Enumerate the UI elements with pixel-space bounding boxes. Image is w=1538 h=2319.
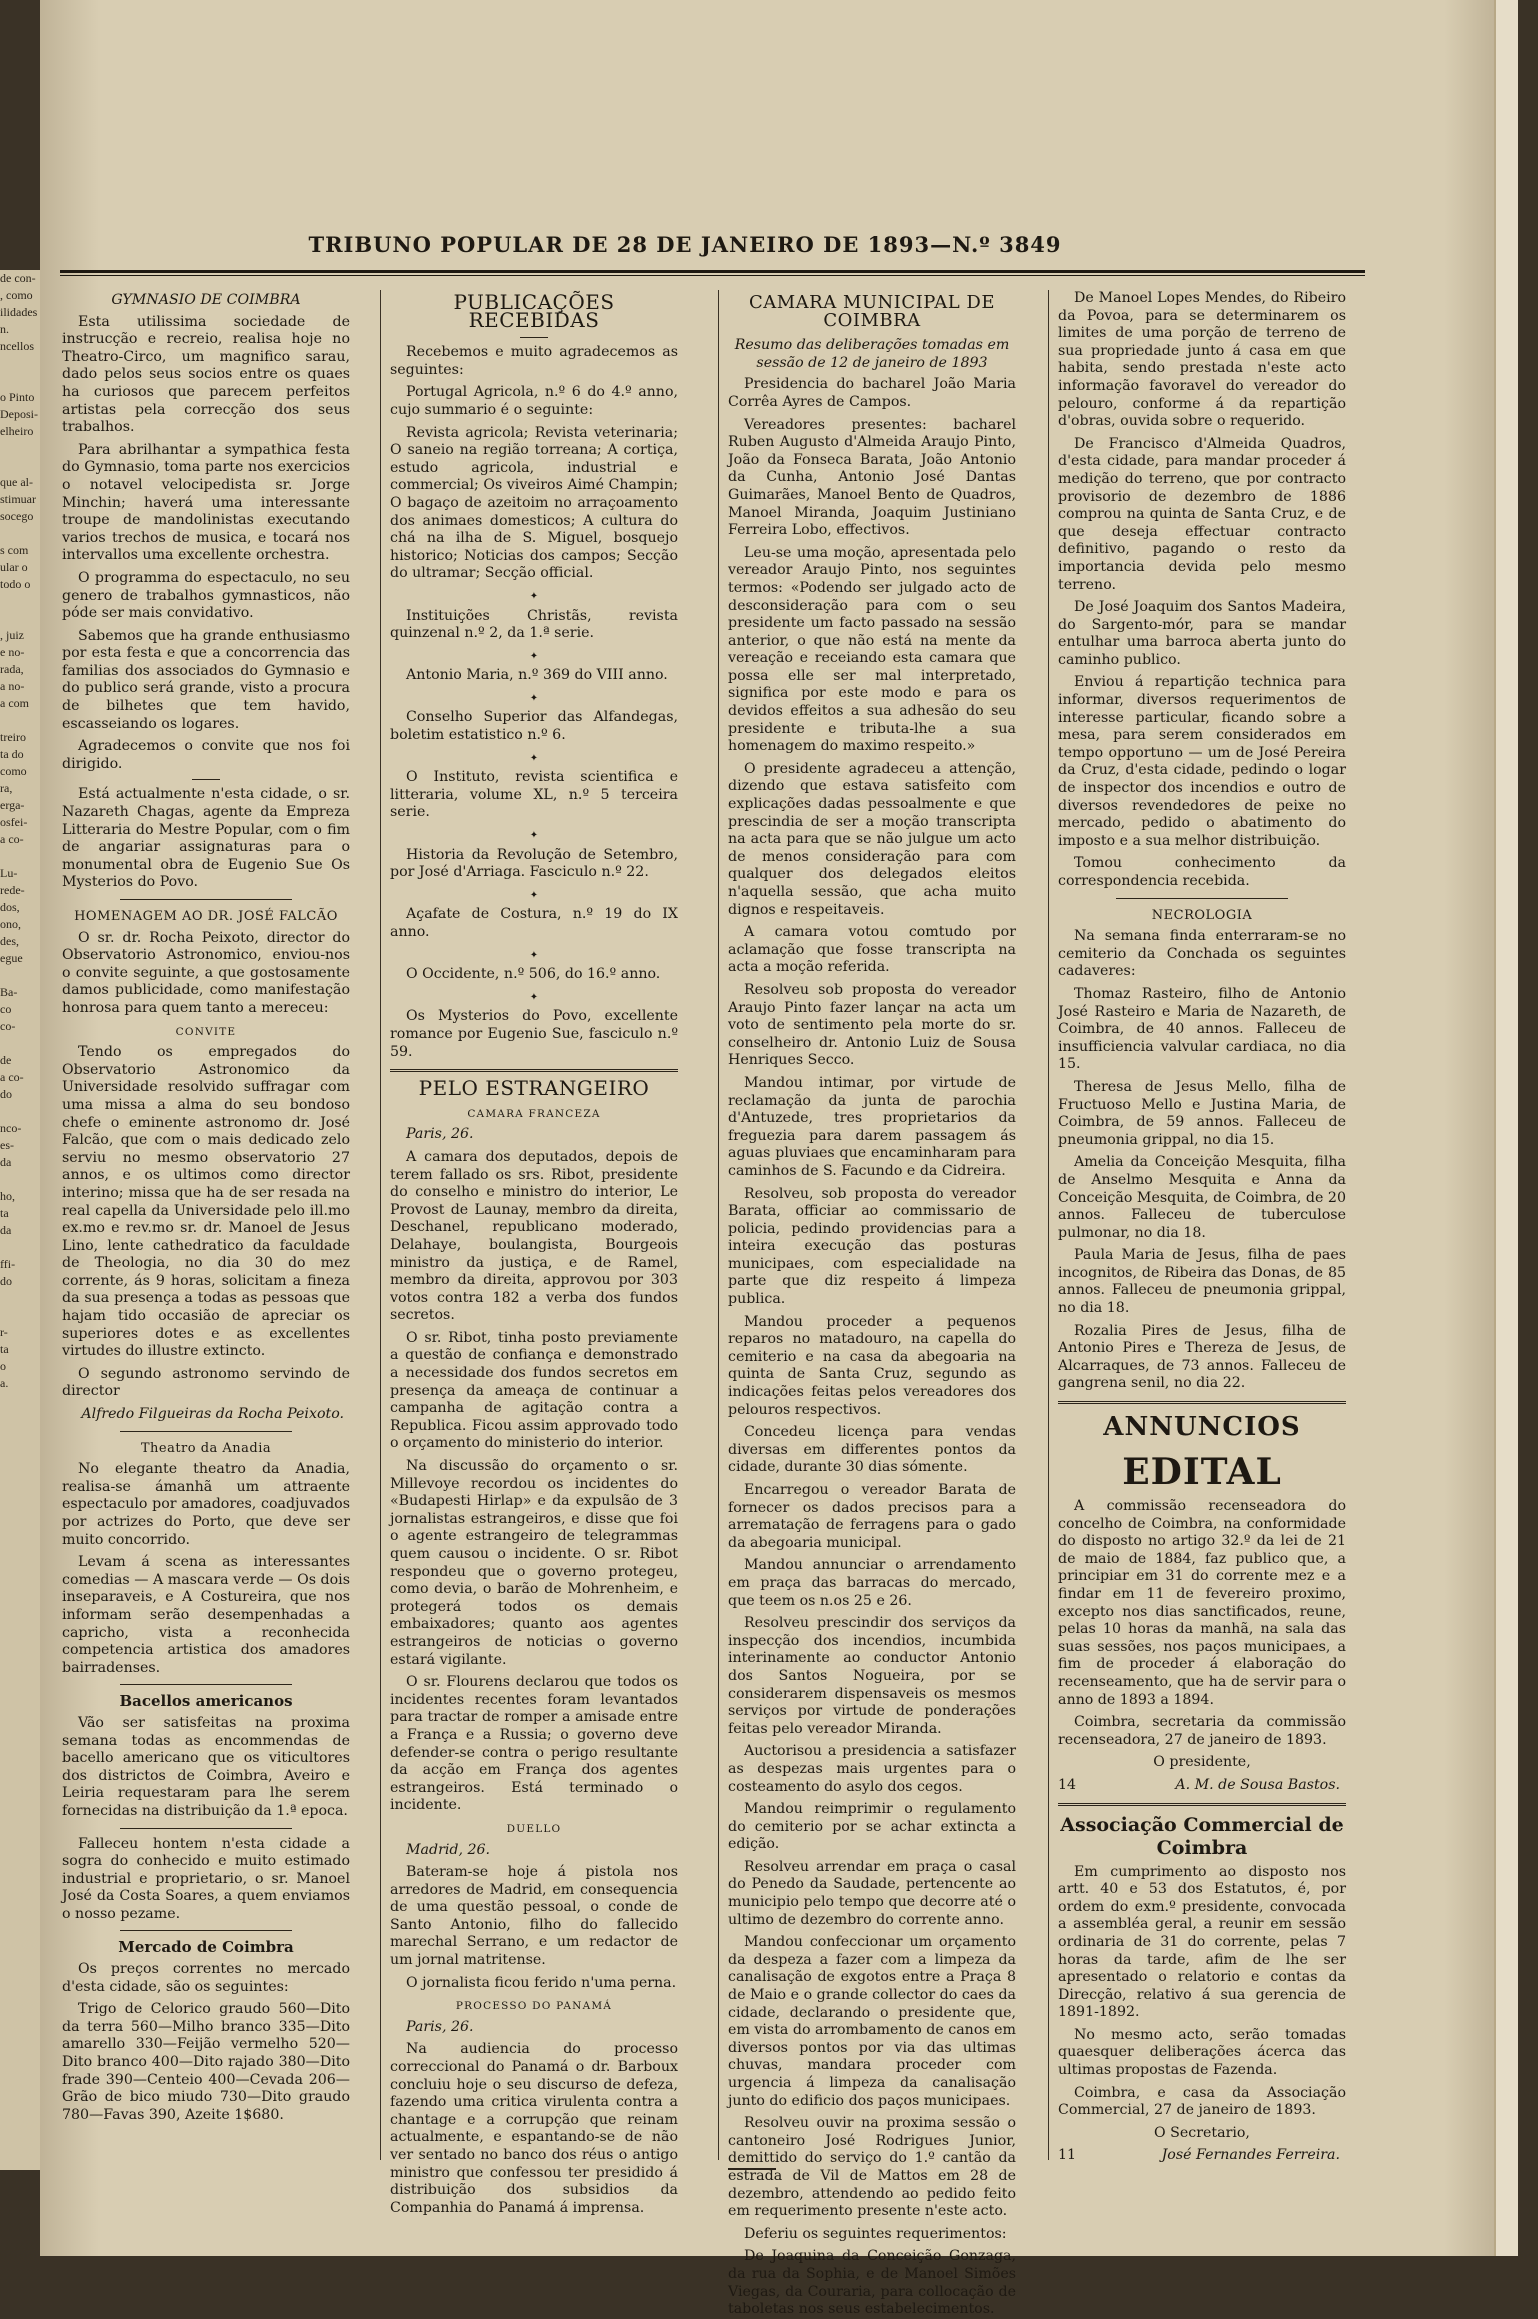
paragraph: Encarregou o vereador Barata de fornecer os dados precisos para a arrematação de ferragens para o gado da abegoaria municipal. [728, 1482, 1016, 1551]
paragraph: Sabemos que ha grande enthusiasmo por esta festa e que a concorrencia das familias dos associados do Gymnasio e do publico será grande, visto a procura de bilhetes que tem havido, escasseiando os logares. [62, 627, 350, 732]
paragraph: Vereadores presentes: bacharel Ruben Augusto d'Almeida Araujo Pinto, João da Fonseca Barata, João Antonio da Cunha, Antonio José Dantas Guimarães, Manoel Bento de Quadros, Manoel Miranda, Joaquim Justiniano Ferreira Lobo, effectivos. [728, 416, 1016, 539]
signature: A. M. de Sousa Bastos. [1175, 1776, 1340, 1793]
strip-line [0, 848, 40, 865]
strip-line: ta [0, 1206, 9, 1220]
strip-line: da [0, 1223, 12, 1237]
heading-publicacoes: PUBLICAÇÕES RECEBIDAS [453, 290, 615, 332]
strip-line [0, 1936, 40, 1953]
paragraph: Conselho Superior das Alfandegas, boletim estatistico n.º 6. [390, 709, 678, 744]
strip-line: co- [0, 1019, 16, 1033]
paragraph: O presidente, [1153, 1754, 1251, 1771]
strip-line: treiro [0, 730, 26, 744]
column-rule [380, 290, 381, 2160]
strip-line [0, 1664, 40, 1681]
strip-line [0, 1392, 40, 1409]
strip-line: ffi- [0, 1257, 16, 1271]
strip-line [0, 1715, 40, 1732]
star-ornament: ✦ [529, 590, 539, 602]
column-2 [390, 290, 678, 2216]
heading-panama: PROCESSO DO PANAMÁ [455, 2000, 613, 2013]
strip-line [0, 1596, 40, 1613]
paragraph: Resolveu, sob proposta do vereador Barata, officiar ao commissario de policia, pedindo providencias para a inteira execução das posturas municipaes, com especialidade na parte que diz respeito á limpeza publica. [728, 1185, 1016, 1308]
strip-line: elheiro [0, 424, 34, 438]
header-rule-thin [60, 275, 1365, 276]
paragraph: Resolveu ouvir na proxima sessão o cantoneiro José Rodrigues Junior, demittido do serviço do 1.º cantão da estrada de Vil de Mattos em 28 de dezembro, attendendo ao pedido feito em requerimento presente n'este acto. [728, 2115, 1016, 2220]
strip-line [0, 1545, 40, 1562]
strip-line [0, 1817, 40, 1834]
strip-line [0, 1443, 40, 1460]
strip-line [0, 1783, 40, 1800]
paragraph: No mesmo acto, serão tomadas quaesquer deliberações ácerca das ultimas propostas de Fazenda. [1058, 2026, 1346, 2079]
strip-line: s com [0, 543, 29, 557]
footer-rule [728, 2168, 776, 2170]
paragraph: Coimbra, e casa da Associação Commercial, 27 de janeiro de 1893. [1058, 2084, 1346, 2119]
heading-convite: CONVITE [175, 1025, 237, 1038]
strip-line: ta [0, 1342, 9, 1356]
paragraph: Açafate de Costura, n.º 19 do IX anno. [390, 906, 678, 940]
strip-line [0, 712, 40, 729]
strip-line: es- [0, 1138, 14, 1152]
paragraph: Vão ser satisfeitas na proxima semana todas as encommendas de bacello americano que os viticultores dos districtos de Coimbra, Aveiro e Leiria requestaram para lhe serem fornecidas na distribuição da 1.ª epoca. [62, 1714, 350, 1819]
paragraph: Leu-se uma moção, apresentada pelo vereador Araujo Pinto, nos seguintes termos: «Podendo ser julgado acto de desconsideração para com o seu presidente um facto passado na sessão anterior, o que não está na mente da vereação e receiando esta camara que possa elle ser mal interpretado, significa por este modo e para os devidos effeitos a sua adhesão do seu presidente e tributa-lhe a sua homenagem do maximo respeito.» [728, 544, 1016, 755]
column-3 [728, 290, 1017, 2318]
paragraph: O sr. Ribot, tinha posto previamente a questão de confiança e demonstrado a necessidade dos fundos secretos em presença da ameaça de continuar a campanha de agitação contra a Republica. Ficou assim approvado todo o orçamento do ministerio do interior. [390, 1329, 678, 1452]
paragraph: Mandou proceder a pequenos reparos no matadouro, na capella do cemiterio e na casa da abegoaria na quinta de Santa Cruz, segundo as indicações feitas pelos vereadores dos pelouros respectivos. [728, 1313, 1016, 1418]
paragraph: Em cumprimento ao disposto nos artt. 40 e 53 dos Estatutos, é, por ordem do exm.º presidente, convocada a assembléa geral, a reunir em sessão ordinaria de 31 do corrente, pelas 7 horas da tarde, afim de lhe ser apresentado o relatorio e contas da Direcção, relativo á sua gerencia de 1891-1892. [1058, 1863, 1346, 2021]
strip-line [0, 1851, 40, 1868]
star-ornament: ✦ [529, 830, 539, 842]
paragraph: Na audiencia do processo correccional do Panamá o dr. Barboux concluiu hoje o seu discurso de defeza, fazendo uma critica virulenta contra a chantage e a corrupção que reinam actualmente, e espantando-se de não ver sentado no banco dos réus o antigo ministro que confessou ter presidido á distribuição dos subsidios da Companhia do Panamá á imprensa. [390, 2041, 678, 2216]
strip-line [0, 1171, 40, 1188]
strip-line [0, 1409, 40, 1426]
column-rule [1048, 290, 1049, 2160]
separator [192, 779, 220, 780]
strip-line: ilidades [0, 305, 38, 319]
strip-line: a com [0, 696, 29, 710]
strip-line [0, 372, 40, 389]
paragraph: O segundo astronomo servindo de director [62, 1365, 350, 1400]
strip-line [0, 1749, 40, 1766]
paragraph: Bateram-se hoje á pistola nos arredores de Madrid, em consequencia de uma questão pessoal, o conde de Santo Antonio, filho do fallecido marechal Serrano, e um redactor de um jornal matritense. [390, 1864, 678, 1969]
strip-line: des, [0, 934, 19, 948]
separator [120, 1930, 293, 1931]
strip-line [0, 525, 40, 542]
strip-line: socego [0, 509, 34, 523]
star-ornament: ✦ [529, 889, 539, 901]
heading-camara-municipal: CAMARA MUNICIPAL DE COIMBRA [748, 292, 996, 331]
paragraph: Na discussão do orçamento o sr. Millevoye recordou os incidentes do «Budapesti Hirlap» e da expulsão de 3 jornalistas estrangeiros, e disse que foi o agente estrangeiro de telegrammas quem causou o incidente. O sr. Ribot respondeu que o governo protegeu, como devia, o barão de Mohrenheim, e protegerá todos os demais embaixadores; quanto aos agentes estrangeiros de noticias o governo estará vigilante. [390, 1458, 678, 1668]
strip-line: a co- [0, 1070, 24, 1084]
strip-line: Lu- [0, 866, 18, 880]
paragraph: Para abrilhantar a sympathica festa do Gymnasio, toma parte nos exercicios o notavel velocipedista sr. Jorge Minchin; haverá uma interessante troupe de mandolinistas executando varios trechos de musica, e tocará nos intervallos uma excellente orchestra. [62, 441, 350, 564]
strip-line [0, 1579, 40, 1596]
strip-line: de con- [0, 271, 36, 285]
paragraph: Mandou confeccionar um orçamento da despeza a fazer com a limpeza da canalisação de exgotos entre a Praça 8 de Maio e o grande collector do caes da cidade, declarando o presidente que, em vista do arrombamento de canos em diversos pontos por via das ultimas chuvas, mandara proceder com urgencia á limpeza da canalisação junto do edificio dos paços municipaes. [728, 1934, 1017, 2109]
strip-line [0, 1902, 40, 1919]
adjacent-page-strip [0, 270, 40, 2170]
strip-line [0, 1885, 40, 1902]
heading-camara-franceza: CAMARA FRANCEZA [467, 1107, 601, 1120]
paragraph: A commissão recenseadora do concelho de Coimbra, na conformidade do disposto no artigo 32.º da lei de 21 de maio de 1884, faz publico que, a principiar em 31 do corrente mez e a findar em 11 de fevereiro proximo, excepto nos dias sanctificados, reune, pelas 10 horas da manhã, na sala das suas sessões, nos paços municipaes, a fim de proceder á elaboração do recenseamento, que ha de servir para o anno de 1893 a 1894. [1058, 1498, 1346, 1708]
strip-line [0, 440, 40, 457]
strip-line: do [0, 1087, 12, 1101]
paragraph: A camara votou comtudo por aclamação que fosse transcripta na acta a moção referida. [728, 924, 1016, 976]
header-rule [60, 270, 1365, 273]
paragraph: Coimbra, secretaria da commissão recenseadora, 27 de janeiro de 1893. [1058, 1714, 1346, 1748]
paragraph: Falleceu hontem n'esta cidade a sogra do conhecido e muito estimado industrial e proprietario, o sr. Manoel José da Costa Soares, a quem enviamos o nosso pezame. [62, 1835, 350, 1922]
strip-line [0, 1477, 40, 1494]
heading-estrangeiro: PELO ESTRANGEIRO [418, 1076, 650, 1101]
page-header: TRIBUNO POPULAR DE 28 DE JANEIRO DE 1893—N.º 3849 [308, 232, 1062, 257]
strip-line [0, 1834, 40, 1851]
strip-line: a co- [0, 832, 24, 846]
double-rule [1058, 1803, 1346, 1806]
strip-line: , juiz [0, 628, 24, 642]
paragraph: Tomou conhecimento da correspondencia recebida. [1058, 855, 1346, 889]
strip-line [0, 1290, 40, 1307]
paragraph: Revista agricola; Revista veterinaria; O saneio na região torreana; A cortiça, estudo agricola, industrial e commercial; Os viveiros Aimé Champin; O bagaço de azeitoim no arraçoamento dos animaes domesticos; A cultura do chá na ilha de S. Miguel, bosquejo historico; Noticias dos campos; Secção do ultramar; Secção official. [390, 424, 678, 582]
paragraph: Rozalia Pires de Jesus, filha de Antonio Pires e Thereza de Jesus, de Alcarraques, de 73 annos. Falleceu de gangrena senil, no dia 22. [1058, 1322, 1346, 1392]
paragraph: Antonio Maria, n.º 369 do VIII anno. [406, 667, 668, 684]
strip-line [0, 1426, 40, 1443]
strip-line: n. [0, 322, 9, 336]
strip-line: o [0, 1359, 6, 1373]
strip-line [0, 1528, 40, 1545]
paragraph: Enviou á repartição technica para informar, diversos requerimentos de interesse particular, ficando sobre a mesa, para serem considerados em tempo opportuno — um de José Pereira da Cruz, d'esta cidade, pedindo o logar de inspector dos incendios e outro de diversos revendedores de peixe no mercado, pedido o abatimento do imposto e a sua melhor distribuição. [1058, 674, 1346, 849]
paragraph: Resolveu sob proposta do vereador Araujo Pinto fazer lançar na acta um voto de sentimento pela morte do sr. conselheiro dr. Antonio Luiz de Sousa Henriques Secco. [728, 981, 1016, 1069]
heading-homenagem: HOMENAGEM AO DR. JOSÉ FALCÃO [74, 909, 338, 924]
strip-line: co [0, 1002, 12, 1016]
star-ornament: ✦ [529, 991, 539, 1003]
strip-line [0, 1953, 40, 1970]
strip-line [0, 1766, 40, 1783]
strip-line [0, 1970, 40, 1987]
paragraph: O Secretario, [1154, 2124, 1250, 2141]
column-1 [62, 290, 350, 2150]
paragraph: Paula Maria de Jesus, filha de paes incognitos, de Ribeira das Donas, de 85 annos. Falleceu de pneumonia grippal, no dia 18. [1058, 1247, 1346, 1317]
strip-line [0, 1562, 40, 1579]
paragraph: De Francisco d'Almeida Quadros, d'esta cidade, para mandar proceder á medição do terreno, que por contracto provisorio de dezembro de 1886 comprou na quinta de Santa Cruz, e de que deseja effectuar contracto definitivo, pagando o resto da importancia devida pelo mesmo terreno. [1058, 435, 1346, 593]
dateline: Paris, 26. [406, 2018, 474, 2035]
heading-annuncios: ANNUNCIOS [1103, 1412, 1301, 1443]
paragraph: De José Joaquim dos Santos Madeira, do Sargento-mór, para se mandar entulhar uma barroca aberta junto do caminho publico. [1058, 599, 1346, 668]
paragraph: Recebemos e muito agradecemos as seguintes: [390, 344, 678, 378]
strip-line: nco- [0, 1121, 22, 1135]
subheading-resumo: Resumo das deliberações tomadas em sessão de 12 de janeiro de 1893 [734, 337, 1010, 371]
separator [120, 899, 293, 900]
dateline: Madrid, 26. [406, 1841, 491, 1858]
paragraph: O jornalista ficou ferido n'uma perna. [406, 1974, 677, 1991]
separator [120, 1431, 293, 1432]
strip-line: egue [0, 951, 23, 965]
strip-line [0, 1630, 40, 1647]
paragraph: Mandou reimprimir o regulamento do cemiterio por se achar extincta a edição. [728, 1801, 1016, 1853]
strip-line [0, 1307, 40, 1324]
strip-line [0, 2038, 40, 2055]
strip-line: da [0, 1155, 12, 1169]
signature-row [1058, 2147, 1340, 2165]
strip-line [0, 1103, 40, 1120]
strip-line: stimuar [0, 492, 36, 506]
paragraph: De Joaquina da Conceição Gonzaga, da rua da Sophia, e de Manoel Simões Viegas, da Couraria, para collocação de taboletas nos seus estabelecimentos. [728, 2248, 1016, 2318]
heading-duello: DUELLO [506, 1822, 562, 1835]
strip-line: ta do [0, 747, 24, 761]
strip-line: ho, [0, 1189, 15, 1203]
double-rule [1058, 1401, 1346, 1404]
strip-line: erga- [0, 798, 25, 812]
paragraph: O presidente agradeceu a attenção, dizendo que estava satisfeito com explicações dadas pessoalmente e que prescindia de ser a moção transcripta na acta para que se não julgue um acto de menos consideração para com qualquer dos delegados eleitos n'aquella sessão, que acha muito dignos e respeitaveis. [728, 760, 1016, 918]
strip-line: dos, [0, 900, 20, 914]
strip-line [0, 1800, 40, 1817]
strip-line [0, 457, 40, 474]
heading-bacellos: Bacellos americanos [119, 1692, 293, 1711]
paragraph: Thomaz Rasteiro, filho de Antonio José Rasteiro e Maria de Nazareth, de Coimbra, de 40 annos. Falleceu de insufficiencia valvular cardiaca, no dia 15. [1058, 985, 1346, 1073]
paragraph: Mandou annunciar o arrendamento em praça das barracas do mercado, que teem os n.os 25 e 26. [728, 1557, 1016, 1609]
strip-line [0, 2004, 40, 2021]
paragraph: Amelia da Conceição Mesquita, filha de Anselmo Mesquita e Anna da Conceição Mesquita, de Coimbra, de 20 annos. Falleceu de tuberculose pulmonar, no dia 18. [1058, 1154, 1346, 1241]
paragraph: Levam á scena as interessantes comedias — A mascara verde — Os dois inseparaveis, e A Costureira, que nos informam serão desempenhadas a capricho, vista a reconhecida competencia artistica dos amadores bairradenses. [62, 1554, 350, 1676]
paragraph: Instituições Christãs, revista quinzenal n.º 2, da 1.ª serie. [390, 607, 678, 642]
strip-line: ra, [0, 781, 13, 795]
paragraph: Na semana finda enterraram-se no cemiterio da Conchada os seguintes cadaveres: [1058, 928, 1346, 980]
heading-gymnasio: GYMNASIO DE COIMBRA [111, 292, 301, 308]
paragraph: Mandou intimar, por virtude de reclamação da junta de parochia d'Antuzede, tres proprietarios da freguezia para darem passagem ás aguas pluviaes que encaminharam para caminhos de S. Facundo e da Cidreira. [728, 1074, 1016, 1179]
strip-line: a no- [0, 679, 25, 693]
star-ornament: ✦ [529, 692, 539, 704]
paragraph: No elegante theatro da Anadia, realisa-se ámanhã um attraente espectaculo por amadores, coadjuvados por actrizes do Porto, que deve ser muito concorrido. [62, 1461, 350, 1548]
separator [1116, 898, 1289, 899]
strip-line [0, 610, 40, 627]
strip-line: rada, [0, 662, 24, 676]
heading-associacao: Associação Commercial de Coimbra [1060, 1813, 1344, 1859]
paragraph: Presidencia do bacharel João Maria Corrêa Ayres de Campos. [728, 376, 1016, 410]
strip-line: do [0, 1274, 12, 1288]
signature: José Fernandes Ferreira. [1161, 2147, 1340, 2164]
column-4 [1058, 290, 1346, 2164]
paragraph: Agradecemos o convite que nos foi dirigido. [62, 738, 350, 772]
strip-line [0, 1460, 40, 1477]
paragraph: Resolveu arrendar em praça o casal do Penedo da Saudade, pertencente ao municipio pelo tempo que decorre até o ultimo de dezembro do corrente anno. [728, 1858, 1016, 1928]
paragraph: O Instituto, revista scientifica e litteraria, volume XL, n.º 5 terceira serie. [390, 769, 678, 821]
strip-line: e no- [0, 645, 25, 659]
strip-line: ular o [0, 560, 28, 574]
heading-mercado: Mercado de Coimbra [118, 1938, 294, 1957]
paragraph: O Occidente, n.º 506, do 16.º anno. [406, 966, 661, 983]
paragraph: O sr. dr. Rocha Peixoto, director do Observatorio Astronomico, enviou-nos o convite seguinte, a que gostosamente damos publicidade, como manifestação honrosa para quem tanto a mereceu: [62, 929, 350, 1016]
strip-line: que al- [0, 475, 33, 489]
strip-line [0, 1732, 40, 1749]
strip-line: osfei- [0, 815, 28, 829]
strip-line [0, 1613, 40, 1630]
strip-line [0, 1494, 40, 1511]
paragraph: Historia da Revolução de Setembro, por José d'Arriaga. Fasciculo n.º 22. [390, 846, 678, 881]
dateline: Paris, 26. [406, 1126, 474, 1143]
double-rule [390, 1069, 678, 1072]
paragraph: A camara dos deputados, depois de terem fallado os srs. Ribot, presidente do conselho e ministro do interior, Le Provost de Launay, membro da direita, Deschanel, republicano moderado, Delahaye, boulangista, Bourgeois ministro da justiça, e de Ramel, membro da direita, approvou por 303 votos contra 182 a verba dos fundos secretos. [390, 1148, 678, 1324]
paragraph: Esta utilissima sociedade de instrucção e recreio, realisa hoje no Theatro-Circo, um magnifico sarau, dado pelos seus socios entre os quaes ha curiosos que parecem perfeitos artistas pela correcção dos seus trabalhos. [62, 313, 350, 436]
paragraph: Trigo de Celorico graudo 560—Dito da terra 560—Milho branco 335—Dito amarello 330—Feijão vermelho 520—Dito branco 400—Dito rajado 380—Dito frade 390—Centeio 400—Cevada 206—Grão de bico miudo 730—Dito graudo 780—Favas 390, Azeite 1$680. [62, 2001, 350, 2123]
strip-line: o Pinto [0, 390, 35, 404]
strip-line: a. [0, 1376, 9, 1390]
strip-line: Deposi- [0, 407, 38, 421]
strip-line: , como [0, 288, 33, 302]
separator [120, 1684, 293, 1685]
strip-line [0, 2021, 40, 2038]
strip-line: r- [0, 1325, 8, 1339]
strip-line [0, 593, 40, 610]
star-ornament: ✦ [529, 752, 539, 764]
paragraph: Concedeu licença para vendas diversas em differentes pontos da cidade, durante 30 dias sómente. [728, 1424, 1016, 1476]
strip-line [0, 1987, 40, 2004]
strip-line [0, 2055, 40, 2072]
strip-line [0, 1035, 40, 1052]
strip-line: como [0, 764, 27, 778]
paragraph: Resolveu prescindir dos serviços da inspecção dos incendios, incumbida interinamente ao conductor Antonio dos Santos Nogueira, por se considerarem dispensaveis os mesmos serviços por virtude de ponderações feitas pelo vereador Miranda. [728, 1615, 1016, 1737]
paragraph: De Manoel Lopes Mendes, do Ribeiro da Povoa, para se determinarem os limites de uma porção de terreno de sua propriedade junto á casa em que habita, sendo prestada n'este acto informação favoravel do vereador do pelouro, conforme á da repartição d'obras, ouvida sobre o requerido. [1058, 290, 1346, 430]
strip-line: de [0, 1053, 12, 1067]
strip-line [0, 1647, 40, 1664]
strip-line: Ba- [0, 985, 18, 999]
strip-line: ono, [0, 917, 21, 931]
strip-line: rede- [0, 883, 25, 897]
heading-necrologia: NECROLOGIA [1151, 907, 1253, 923]
paragraph: Deferiu os seguintes requerimentos: [744, 2225, 1007, 2242]
separator [120, 1828, 293, 1829]
heading-edital: EDITAL [1122, 1451, 1282, 1494]
strip-line: ncellos [0, 339, 34, 353]
paragraph: Está actualmente n'esta cidade, o sr. Nazareth Chagas, agente da Empreza Litteraria do Mestre Popular, com o fim de angariar assignaturas para o monumental obra de Eugenio Sue Os Mysterios do Povo. [62, 786, 350, 891]
star-ornament: ✦ [529, 650, 539, 662]
paragraph: O sr. Flourens declarou que todos os incidentes recentes foram levantados para tractar de romper a amisade entre a França e a Russia; o governo deve defender-se contra o perigo resultante da acção em França dos agentes estrangeiros. Está terminado o incidente. [390, 1674, 678, 1814]
strip-line [0, 1698, 40, 1715]
paragraph: Os preços correntes no mercado d'esta cidade, são os seguintes: [62, 1961, 350, 1995]
strip-line [0, 1681, 40, 1698]
paragraph: Os Mysterios do Povo, excellente romance por Eugenio Sue, fasciculo n.º 59. [390, 1008, 678, 1060]
paragraph: Portugal Agricola, n.º 6 do 4.º anno, cujo summario é o seguinte: [390, 384, 678, 418]
strip-line [0, 967, 40, 984]
strip-line [0, 1868, 40, 1885]
strip-line [0, 1511, 40, 1528]
strip-line [0, 1239, 40, 1256]
strip-line [0, 355, 40, 372]
signature-row [1058, 1777, 1340, 1795]
heading-theatro: Theatro da Anadia [140, 1440, 272, 1456]
column-rule [718, 290, 719, 2160]
paragraph: Theresa de Jesus Mello, filha de Fructuoso Mello e Justina Maria, de Coimbra, de 59 annos. Falleceu de pneumonia grippal, no dia 15. [1058, 1078, 1346, 1148]
ad-number: 14 [1058, 1776, 1077, 1793]
strip-line [0, 1919, 40, 1936]
strip-line: todo o [0, 577, 31, 591]
separator [520, 337, 548, 338]
signature: Alfredo Filgueiras da Rocha Peixoto. [81, 1406, 344, 1423]
page-edge [1494, 0, 1518, 2256]
ad-number: 11 [1058, 2147, 1077, 2164]
star-ornament: ✦ [529, 949, 539, 961]
paragraph: Auctorisou a presidencia a satisfazer as despezas mais urgentes para o costeamento do asylo dos cegos. [728, 1743, 1016, 1795]
paragraph: Tendo os empregados do Observatorio Astronomico da Universidade resolvido suffragar com uma missa a alma do seu bondoso chefe o eminente astronomo dr. José Falcão, que com o mais dedicado zelo serviu no mesmo observatorio 27 annos, e os ultimos como director interino; missa que ha de ser resada na real capella da Universidade pelo ill.mo ex.mo e rev.mo sr. dr. Manoel de Jesus Lino, lente cathedratico da faculdade de Theologia, no dia 30 do mez corrente, ás 9 horas, solicitam a fineza da sua presença a todas as pessoas que hajam tido occasião de apreciar os superiores dotes e as excellentes virtudes do illustre extincto. [62, 1044, 350, 1360]
paragraph: O programma do espectaculo, no seu genero de trabalhos gymnasticos, não póde ser mais convidativo. [62, 569, 350, 622]
